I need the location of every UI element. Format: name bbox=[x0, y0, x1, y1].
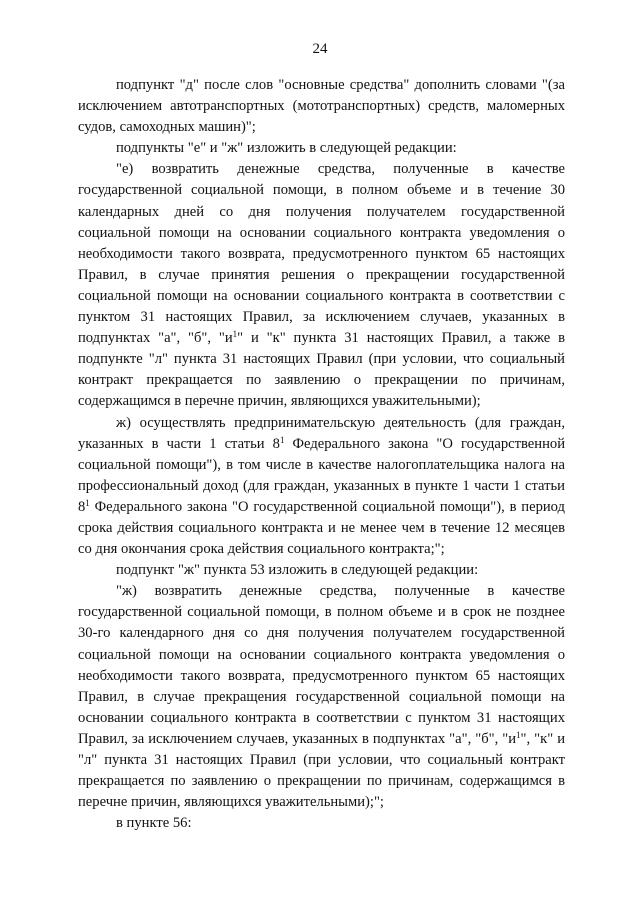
page-number: 24 bbox=[312, 41, 328, 57]
paragraph bbox=[78, 159, 565, 412]
superscript: 1 bbox=[232, 329, 238, 340]
superscript: 1 bbox=[516, 729, 521, 740]
paragraph bbox=[78, 581, 565, 813]
paragraph bbox=[78, 413, 565, 561]
paragraph-text: подпункты "е" и "ж" изложить в следующей редакции: bbox=[116, 140, 457, 157]
paragraph-text: ж) осуществлять предпринимательскую деятельность (для граждан, указанных в части 1 статьи 8 bbox=[78, 414, 565, 452]
superscript: 1 bbox=[85, 497, 90, 508]
paragraph bbox=[78, 138, 565, 159]
paragraph bbox=[78, 813, 565, 834]
paragraph-text: Федерального закона "О государственной социальной помощи"), в том числе в качестве налогоплательщика налога на профессиональный доход (для граждан, указанных в пункте 1 части 1 статьи 8 bbox=[78, 435, 566, 515]
paragraph-text: " и "к" пункта 31 настоящих Правил, а также в подпункте "л" пункта 31 настоящих Правил (при условии, что социальный контракт прекращается по заявлению о прекращении по причинам, содержащимся в перечне причин, являющихся уважительными); bbox=[78, 330, 565, 410]
superscript: 1 bbox=[279, 434, 285, 445]
paragraph-text: подпункт "ж" пункта 53 изложить в следующей редакции: bbox=[116, 562, 479, 579]
paragraph-text: в пункте 56: bbox=[116, 815, 192, 832]
paragraph bbox=[78, 560, 565, 581]
document-body bbox=[78, 75, 565, 834]
paragraph-text: "е) возвратить денежные средства, полученные в качестве государственной социальной помощи, в полном объеме и в течение 30 календарных дней со дня получения получателем государственной социальной помощи на основании социального контракта уведомления о необходимости такого возврата, предусмотренного пунктом 65 настоящих Правил, в случае принятия решения о прекращении государственной социальной помощи на основании социального контракта в соответствии с пунктом 31 настоящих Правил, за исключением случаев, указанных в подпунктах "а", "б", "и bbox=[78, 161, 565, 347]
paragraph-text: Федерального закона "О государственной социальной помощи"), в период срока действия социального контракта и не менее чем в течение 12 месяцев со дня окончания срока действия социального контракта;"; bbox=[78, 498, 565, 558]
paragraph bbox=[78, 75, 565, 138]
paragraph-text: ", "к" и "л" пункта 31 настоящих Правил (при условии, что социальный контракт прекращается по заявлению о прекращении по причинам, содержащимся в перечне причин, являющихся уважительными);"; bbox=[78, 730, 566, 811]
paragraph-text: "ж) возвратить денежные средства, полученные в качестве государственной социальной помощи, в полном объеме и в срок не позднее 30-го календарного дня со дня получения получателем государственной социальной помощи на основании социального контракта уведомления о необходимости такого возврата, предусмотренного пунктом 65 настоящих Правил, в случае прекращения государственной социальной помощи на основании социального контракта в соответствии с пунктом 31 настоящих Правил, за исключением случаев, указанных в подпунктах "а", "б", "и bbox=[78, 583, 565, 747]
paragraph-text: подпункт "д" после слов "основные средства" дополнить словами "(за исключением автотранспортных (мототранспортных) средств, маломерных судов, самоходных машин)"; bbox=[78, 77, 565, 136]
